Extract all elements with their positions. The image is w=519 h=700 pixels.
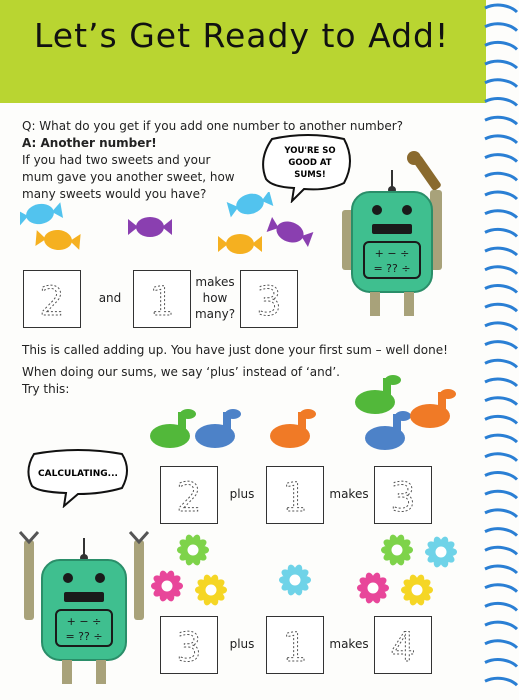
flowers-illustration xyxy=(145,528,465,614)
spiral-coil xyxy=(485,136,517,143)
sum3-operator: plus xyxy=(229,637,255,651)
spiral-coil xyxy=(485,678,517,685)
spiral-coil xyxy=(485,622,517,629)
answer-text: A: Another number! xyxy=(22,136,157,150)
sum1-first-number-box[interactable] xyxy=(23,270,81,328)
spiral-coil xyxy=(485,173,517,180)
robot-with-wrench-illustration xyxy=(322,150,462,320)
dinosaur-icon xyxy=(410,389,456,428)
sum1-second-number-box[interactable] xyxy=(133,270,191,328)
makes-word: makes xyxy=(195,275,235,289)
sweet-icon xyxy=(266,215,314,249)
sum1-makes-label xyxy=(192,274,238,322)
sweet-icon xyxy=(35,228,81,252)
dinosaur-icon xyxy=(270,409,316,448)
sweet-icon xyxy=(218,234,262,254)
spiral-coil xyxy=(485,491,517,498)
sum2-second-number: 1 xyxy=(282,475,308,521)
many-word: many? xyxy=(194,307,236,321)
spiral-coil xyxy=(485,603,517,610)
sum1-second-number: 1 xyxy=(149,279,175,325)
spiral-coil xyxy=(485,360,517,367)
sum3-makes-label: makes xyxy=(329,637,369,651)
spiral-coil xyxy=(485,304,517,311)
sweets-question-line1: If you had two sweets and your xyxy=(22,153,211,167)
spiral-binding xyxy=(483,0,519,700)
dinosaurs-illustration xyxy=(140,370,470,460)
spiral-coil xyxy=(485,5,517,12)
sum1-operator: and xyxy=(98,291,122,305)
spiral-coil xyxy=(485,323,517,330)
spiral-coil xyxy=(485,379,517,386)
dinosaur-icon xyxy=(355,375,401,414)
sum2-first-number-box[interactable] xyxy=(160,466,218,524)
sum3-result-box[interactable] xyxy=(374,616,432,674)
spiral-coil xyxy=(485,211,517,218)
speech-line: GOOD AT xyxy=(288,158,332,168)
spiral-coil xyxy=(485,529,517,536)
sum2-operator: plus xyxy=(229,487,255,501)
spiral-coil xyxy=(485,24,517,31)
spiral-coil xyxy=(485,80,517,87)
spiral-coil xyxy=(485,585,517,592)
spiral-coil xyxy=(485,566,517,573)
flower-icon xyxy=(195,574,227,607)
dinosaur-icon xyxy=(195,409,241,448)
spiral-coil xyxy=(485,192,517,199)
sum3-first-number: 3 xyxy=(176,625,202,671)
spiral-coil xyxy=(485,267,517,274)
sum2-result: 3 xyxy=(390,475,416,521)
flower-icon xyxy=(425,536,457,569)
spiral-coil xyxy=(485,435,517,442)
spiral-coil xyxy=(485,248,517,255)
flower-icon xyxy=(401,574,433,607)
spiral-coil xyxy=(485,342,517,349)
robot-screen-line: = ?? ÷ xyxy=(373,262,411,275)
spiral-coil xyxy=(485,416,517,423)
flower-icon xyxy=(151,570,183,603)
spiral-coil xyxy=(485,641,517,648)
speech-line: SUMS! xyxy=(294,170,326,180)
sweet-icon xyxy=(20,200,63,227)
sum2-result-box[interactable] xyxy=(374,466,432,524)
sweet-icon xyxy=(128,217,172,237)
spiral-coil xyxy=(485,42,517,49)
adding-up-text: This is called adding up. You have just done your first sum – well done! xyxy=(22,343,448,357)
try-this-text: Try this: xyxy=(22,382,70,396)
spiral-coil xyxy=(485,473,517,480)
sweets-question-line3: many sweets would you have? xyxy=(22,187,207,201)
sum1-first-number: 2 xyxy=(39,279,65,325)
spiral-coil xyxy=(485,660,517,667)
sum1-result: 3 xyxy=(256,279,282,325)
sum3-result: 4 xyxy=(390,625,416,671)
robot-screen-line: = ?? ÷ xyxy=(65,630,103,643)
robot-screen-line: + − ÷ xyxy=(66,615,102,628)
sum1-result-box[interactable] xyxy=(240,270,298,328)
speech-line: YOU'RE SO xyxy=(284,146,336,156)
spiral-coil xyxy=(485,99,517,106)
spiral-coil xyxy=(485,155,517,162)
sum3-first-number-box[interactable] xyxy=(160,616,218,674)
plus-instruction-text: When doing our sums, we say ‘plus’ instead of ‘and’. xyxy=(22,365,340,379)
spiral-coil xyxy=(485,61,517,68)
header-band xyxy=(0,0,486,103)
spiral-coil xyxy=(485,286,517,293)
spiral-coil xyxy=(485,510,517,517)
dinosaur-icon xyxy=(365,411,411,450)
robot-screen-line: + − ÷ xyxy=(374,247,410,260)
spiral-coil xyxy=(485,454,517,461)
sum3-second-number-box[interactable] xyxy=(266,616,324,674)
sweets-illustration xyxy=(20,192,320,272)
spiral-coil xyxy=(485,398,517,405)
sweets-question-line2: mum gave you another sweet, how xyxy=(22,170,235,184)
wrench-icon xyxy=(407,151,442,191)
sum2-first-number: 2 xyxy=(176,475,202,521)
spiral-coil xyxy=(485,229,517,236)
sum2-second-number-box[interactable] xyxy=(266,466,324,524)
page-title: Let’s Get Ready to Add! xyxy=(34,16,450,55)
flower-icon xyxy=(177,534,209,567)
spiral-coil xyxy=(485,547,517,554)
flower-icon xyxy=(381,534,413,567)
flower-icon xyxy=(279,564,311,597)
dinosaur-icon xyxy=(150,409,196,448)
how-word: how xyxy=(202,291,228,305)
robot2-speech-bubble xyxy=(22,448,134,508)
robot-calculating-illustration xyxy=(14,520,154,690)
speech-line: CALCULATING... xyxy=(38,469,118,479)
spiral-coil xyxy=(485,117,517,124)
question-text: Q: What do you get if you add one number to another number? xyxy=(22,119,404,133)
sum3-second-number: 1 xyxy=(282,625,308,671)
flower-icon xyxy=(357,572,389,605)
sum2-makes-label: makes xyxy=(329,487,369,501)
